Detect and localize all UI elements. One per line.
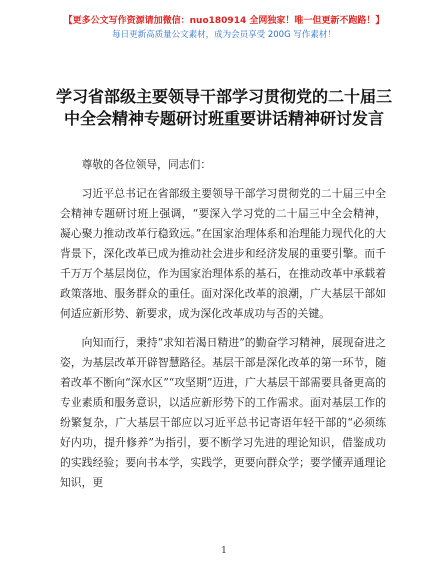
salutation: 尊敬的各位领导，同志们： [81,158,212,171]
document-title: 学习省部级主要领导干部学习贯彻党的二十届三中全会精神专题研讨班重要讲话精神研讨发言 [55,87,392,128]
page-number: 1 [221,546,227,556]
body-paragraph-1: 习近平总书记在省部级主要领导干部学习贯彻党的二十届三中全会精神专题研讨班上强调，“要深入学习党的二十届三中全会精神，凝心聚力推动改革行稳致远。”在国家治理体系和治理能力现代化的大背景下，深化改革已成为推动社会进步和经济发展的重要引擎。而千千万万个基层岗位，作为国家治理体系的基石，在推动改革中承载着政策落地、服务群众的重任。面对深化改革的浪潮，广大基层干部如何适应新形势、新要求，成为深化改革成功与否的关键。 [60,187,386,320]
promo-banner-line-1: 【更多公文写作资源请加微信：nuo180914 全网独家！唯一但更新不跑路！】 [63,16,385,26]
promo-banner-line-2: 每日更新高质量公文素材，成为会员享受 200G 写作素材！ [112,30,336,40]
document-body [60,155,386,502]
promo-banner [0,14,448,42]
body-paragraph-2: 向知而行，秉持“求知若渴日精进”的勤奋学习精神，展现奋进之姿，为基层改革开辟智慧路径。基层干部是深化改革的第一环节，随着改革不断向“深水区”“攻坚期”迈进，广大基层干部需要具备更高的专业素质和服务意识，以适应新形势下的工作需求。面对基层工作的纷繁复杂，广大基层干部应以习近平总书记寄语年轻干部的“必须练好内功，提升修养”为指引，要不断学习先进的理论知识，借鉴成功的实践经验；要向书本学，实践学，更要向群众学；要学懂弄通理论知识，更 [60,336,386,489]
